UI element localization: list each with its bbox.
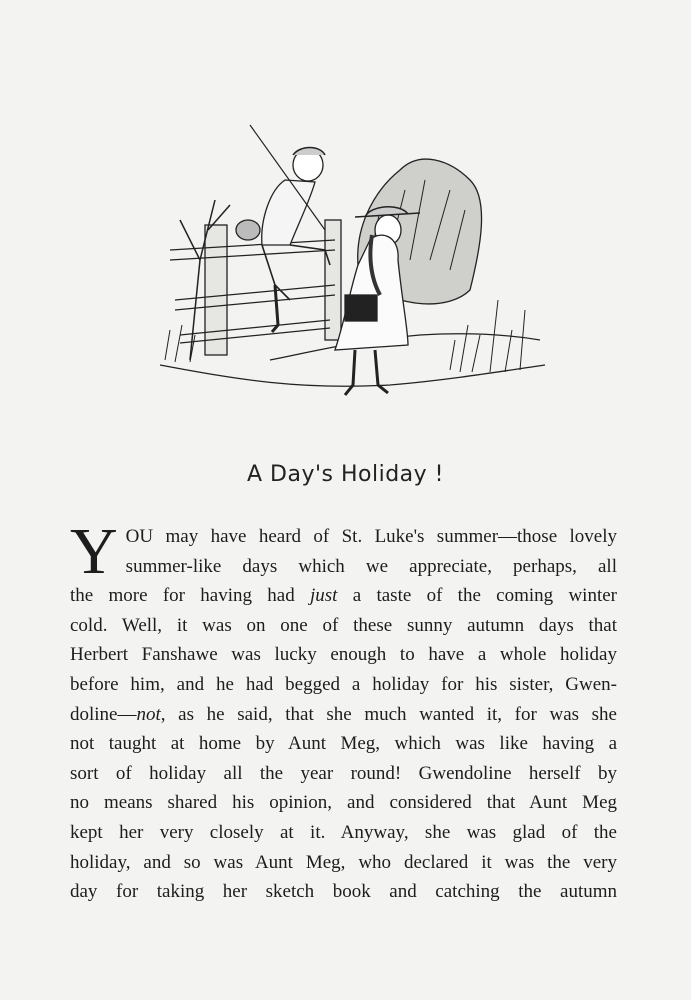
text-line: doline—not, as he said, that she much wanted it, for was she [70, 703, 617, 725]
text-line: OU may have heard of St. Luke's summer—those lovely [125, 526, 617, 547]
drop-cap: Y [70, 515, 118, 588]
text-line: Herbert Fanshawe was lucky enough to have a whole holiday [70, 644, 617, 666]
text-line: day for taking her sketch book and catching the autumn [70, 881, 617, 903]
text-line: no means shared his opinion, and considered that Aunt Meg [70, 792, 617, 814]
text-line: cold. Well, it was on one of these sunny autumn days that [70, 614, 617, 636]
text-line: the more for having had just a taste of the coming winter [70, 585, 617, 607]
body-text [70, 515, 617, 907]
text-line: before him, and he had begged a holiday for his sister, Gwen- [70, 673, 617, 695]
page-title: A Day's Holiday ! [247, 462, 444, 487]
text-line: kept her very closely at it. Anyway, she was glad of the [70, 821, 617, 843]
text-line: summer-like days which we appreciate, perhaps, all [125, 555, 617, 577]
text-line: holiday, and so was Aunt Meg, who declared it was the very [70, 851, 617, 873]
text-line: not taught at home by Aunt Meg, which was like having a [70, 733, 617, 755]
text-line: sort of holiday all the year round! Gwendoline herself by [70, 762, 617, 784]
illustration-boy-and-girl-at-fence [150, 110, 550, 430]
